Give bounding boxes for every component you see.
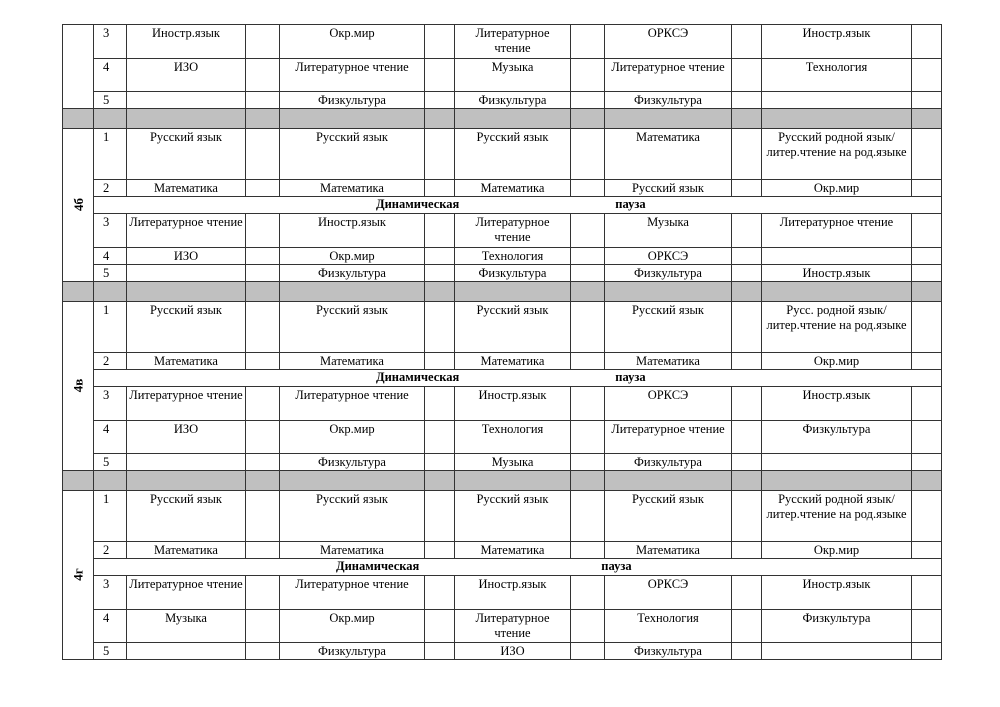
subject-cell: Физкультура — [605, 454, 732, 471]
lesson-number: 2 — [94, 542, 127, 559]
subject-cell — [127, 265, 246, 282]
room-cell — [571, 129, 605, 180]
room-cell — [571, 421, 605, 454]
subject-cell — [127, 643, 246, 660]
room-cell — [246, 610, 280, 643]
subject-cell: Русский родной язык/литер.чтение на род.языке — [762, 129, 912, 180]
room-cell — [571, 25, 605, 59]
subject-cell: ОРКСЭ — [605, 25, 732, 59]
room-cell — [912, 302, 942, 353]
lesson-row — [63, 610, 942, 643]
subject-cell: Русс. родной язык/литер.чтение на род.языке — [762, 302, 912, 353]
lesson-row — [63, 353, 942, 370]
lesson-row — [63, 265, 942, 282]
subject-cell: Иностр.язык — [280, 214, 425, 248]
room-cell — [912, 353, 942, 370]
lesson-row — [63, 542, 942, 559]
subject-cell: Математика — [127, 542, 246, 559]
subject-cell: Физкультура — [280, 643, 425, 660]
room-cell — [912, 454, 942, 471]
room-cell — [732, 248, 762, 265]
room-cell — [246, 643, 280, 660]
subject-cell: Иностр.язык — [762, 576, 912, 610]
room-cell — [912, 129, 942, 180]
class-label-cell — [63, 25, 94, 109]
schedule-table — [62, 24, 942, 660]
separator-cell — [127, 282, 246, 302]
subject-cell: Математика — [280, 353, 425, 370]
subject-cell: Литературное чтение — [280, 59, 425, 92]
subject-cell: Математика — [455, 542, 571, 559]
separator-cell — [63, 471, 94, 491]
room-cell — [732, 353, 762, 370]
room-cell — [571, 92, 605, 109]
subject-cell: Русский язык — [605, 302, 732, 353]
subject-cell: Русский язык — [455, 302, 571, 353]
subject-cell — [762, 454, 912, 471]
room-cell — [425, 59, 455, 92]
room-cell — [732, 129, 762, 180]
lesson-number: 2 — [94, 353, 127, 370]
room-cell — [732, 214, 762, 248]
subject-cell: Литературное чтение — [127, 576, 246, 610]
subject-cell: Математика — [280, 180, 425, 197]
separator-cell — [912, 109, 942, 129]
room-cell — [912, 92, 942, 109]
room-cell — [246, 576, 280, 610]
room-cell — [425, 92, 455, 109]
pause-word-1: Динамическая — [376, 370, 460, 384]
pause-cell — [94, 559, 942, 576]
subject-cell: Окр.мир — [762, 353, 912, 370]
room-cell — [246, 265, 280, 282]
subject-cell: Окр.мир — [280, 421, 425, 454]
separator-cell — [762, 282, 912, 302]
lesson-number: 5 — [94, 643, 127, 660]
room-cell — [425, 610, 455, 643]
subject-cell: Литературное чтение — [455, 610, 571, 643]
subject-cell: Литературное чтение — [455, 25, 571, 59]
lesson-row — [63, 214, 942, 248]
subject-cell: ИЗО — [455, 643, 571, 660]
separator-cell — [455, 282, 571, 302]
lesson-number: 1 — [94, 302, 127, 353]
subject-cell: Литературное чтение — [280, 576, 425, 610]
room-cell — [571, 248, 605, 265]
subject-cell: Физкультура — [605, 92, 732, 109]
subject-cell: Технология — [455, 421, 571, 454]
lesson-row — [63, 302, 942, 353]
class-label-cell — [63, 129, 94, 282]
subject-cell: Литературное чтение — [762, 214, 912, 248]
subject-cell: ОРКСЭ — [605, 248, 732, 265]
room-cell — [571, 576, 605, 610]
room-cell — [732, 421, 762, 454]
room-cell — [912, 59, 942, 92]
separator-cell — [732, 282, 762, 302]
room-cell — [732, 180, 762, 197]
room-cell — [425, 129, 455, 180]
lesson-number: 5 — [94, 92, 127, 109]
separator-cell — [732, 109, 762, 129]
room-cell — [732, 25, 762, 59]
subject-cell: Русский язык — [605, 491, 732, 542]
subject-cell: Литературное чтение — [127, 214, 246, 248]
room-cell — [732, 92, 762, 109]
separator-row — [63, 109, 942, 129]
room-cell — [571, 353, 605, 370]
separator-cell — [63, 282, 94, 302]
subject-cell: Математика — [127, 180, 246, 197]
room-cell — [732, 576, 762, 610]
subject-cell: Русский язык — [280, 302, 425, 353]
room-cell — [425, 454, 455, 471]
room-cell — [912, 180, 942, 197]
separator-cell — [94, 109, 127, 129]
separator-cell — [246, 282, 280, 302]
subject-cell: Физкультура — [455, 92, 571, 109]
separator-cell — [732, 471, 762, 491]
subject-cell: Иностр.язык — [762, 387, 912, 421]
room-cell — [246, 59, 280, 92]
lesson-row — [63, 387, 942, 421]
room-cell — [571, 491, 605, 542]
separator-cell — [94, 471, 127, 491]
room-cell — [246, 353, 280, 370]
separator-cell — [425, 109, 455, 129]
room-cell — [246, 454, 280, 471]
separator-cell — [912, 282, 942, 302]
lesson-row — [63, 248, 942, 265]
subject-cell — [762, 248, 912, 265]
room-cell — [425, 353, 455, 370]
class-label-cell — [63, 302, 94, 471]
room-cell — [425, 491, 455, 542]
room-cell — [425, 643, 455, 660]
room-cell — [246, 542, 280, 559]
separator-cell — [425, 282, 455, 302]
pause-cell — [94, 370, 942, 387]
subject-cell: Литературное чтение — [455, 214, 571, 248]
subject-cell: Физкультура — [605, 643, 732, 660]
separator-cell — [246, 471, 280, 491]
room-cell — [425, 542, 455, 559]
subject-cell: Физкультура — [762, 421, 912, 454]
separator-cell — [425, 471, 455, 491]
subject-cell: Русский язык — [455, 491, 571, 542]
room-cell — [732, 59, 762, 92]
separator-cell — [605, 282, 732, 302]
room-cell — [912, 491, 942, 542]
lesson-number: 4 — [94, 59, 127, 92]
room-cell — [571, 542, 605, 559]
lesson-number: 4 — [94, 610, 127, 643]
room-cell — [425, 387, 455, 421]
subject-cell — [762, 92, 912, 109]
separator-cell — [127, 109, 246, 129]
lesson-row — [63, 421, 942, 454]
room-cell — [425, 180, 455, 197]
subject-cell: Русский язык — [127, 129, 246, 180]
subject-cell: Иностр.язык — [127, 25, 246, 59]
subject-cell: Технология — [762, 59, 912, 92]
separator-cell — [127, 471, 246, 491]
room-cell — [732, 610, 762, 643]
subject-cell: Литературное чтение — [605, 59, 732, 92]
subject-cell: ИЗО — [127, 421, 246, 454]
subject-cell: Окр.мир — [280, 25, 425, 59]
room-cell — [912, 248, 942, 265]
room-cell — [571, 59, 605, 92]
subject-cell: Русский язык — [455, 129, 571, 180]
room-cell — [912, 265, 942, 282]
subject-cell: Литературное чтение — [127, 387, 246, 421]
lesson-number: 1 — [94, 491, 127, 542]
subject-cell: Литературное чтение — [280, 387, 425, 421]
lesson-row — [63, 129, 942, 180]
room-cell — [425, 576, 455, 610]
separator-cell — [94, 282, 127, 302]
subject-cell: Физкультура — [280, 454, 425, 471]
lesson-number: 4 — [94, 421, 127, 454]
room-cell — [732, 491, 762, 542]
subject-cell: Русский язык — [280, 129, 425, 180]
separator-cell — [280, 109, 425, 129]
room-cell — [571, 302, 605, 353]
room-cell — [571, 214, 605, 248]
lesson-number: 5 — [94, 265, 127, 282]
lesson-number: 5 — [94, 454, 127, 471]
subject-cell: Иностр.язык — [455, 576, 571, 610]
room-cell — [571, 265, 605, 282]
subject-cell: Математика — [455, 180, 571, 197]
subject-cell: Музыка — [605, 214, 732, 248]
subject-cell: Русский родной язык/литер.чтение на род.языке — [762, 491, 912, 542]
room-cell — [246, 92, 280, 109]
class-label: 4г — [70, 568, 86, 581]
pause-row — [63, 197, 942, 214]
room-cell — [912, 576, 942, 610]
room-cell — [732, 265, 762, 282]
pause-word-2: пауза — [601, 559, 632, 573]
separator-cell — [605, 109, 732, 129]
subject-cell: ОРКСЭ — [605, 387, 732, 421]
separator-cell — [912, 471, 942, 491]
subject-cell: Технология — [455, 248, 571, 265]
room-cell — [246, 491, 280, 542]
lesson-number: 3 — [94, 576, 127, 610]
lesson-number: 2 — [94, 180, 127, 197]
separator-cell — [571, 282, 605, 302]
subject-cell: Русский язык — [280, 491, 425, 542]
room-cell — [912, 25, 942, 59]
separator-cell — [571, 109, 605, 129]
subject-cell: Математика — [605, 129, 732, 180]
subject-cell: Русский язык — [127, 491, 246, 542]
subject-cell: Русский язык — [127, 302, 246, 353]
subject-cell: ИЗО — [127, 248, 246, 265]
room-cell — [732, 643, 762, 660]
lesson-number: 1 — [94, 129, 127, 180]
subject-cell: Математика — [605, 542, 732, 559]
subject-cell: Физкультура — [280, 92, 425, 109]
room-cell — [425, 265, 455, 282]
pause-word-2: пауза — [615, 370, 646, 384]
room-cell — [246, 248, 280, 265]
subject-cell: ИЗО — [127, 59, 246, 92]
room-cell — [246, 302, 280, 353]
subject-cell: Математика — [605, 353, 732, 370]
room-cell — [246, 180, 280, 197]
separator-row — [63, 282, 942, 302]
lesson-number: 3 — [94, 387, 127, 421]
subject-cell: Математика — [127, 353, 246, 370]
lesson-number: 3 — [94, 214, 127, 248]
subject-cell — [762, 643, 912, 660]
subject-cell: Физкультура — [455, 265, 571, 282]
room-cell — [425, 248, 455, 265]
room-cell — [732, 454, 762, 471]
room-cell — [425, 25, 455, 59]
lesson-row — [63, 576, 942, 610]
lesson-row — [63, 454, 942, 471]
separator-cell — [246, 109, 280, 129]
class-label-cell — [63, 491, 94, 660]
pause-row — [63, 370, 942, 387]
room-cell — [246, 421, 280, 454]
subject-cell: Иностр.язык — [762, 25, 912, 59]
lesson-row — [63, 92, 942, 109]
room-cell — [571, 180, 605, 197]
separator-cell — [455, 109, 571, 129]
lesson-row — [63, 643, 942, 660]
subject-cell: Математика — [280, 542, 425, 559]
class-label: 4б — [70, 198, 86, 211]
subject-cell: Иностр.язык — [455, 387, 571, 421]
room-cell — [912, 542, 942, 559]
subject-cell — [127, 92, 246, 109]
room-cell — [571, 610, 605, 643]
room-cell — [246, 25, 280, 59]
room-cell — [912, 214, 942, 248]
room-cell — [571, 387, 605, 421]
lesson-row — [63, 59, 942, 92]
room-cell — [912, 387, 942, 421]
lesson-number: 4 — [94, 248, 127, 265]
subject-cell: Окр.мир — [280, 610, 425, 643]
separator-cell — [455, 471, 571, 491]
room-cell — [732, 302, 762, 353]
subject-cell: Музыка — [455, 59, 571, 92]
lesson-row — [63, 25, 942, 59]
room-cell — [571, 454, 605, 471]
subject-cell: Музыка — [455, 454, 571, 471]
lesson-row — [63, 180, 942, 197]
lesson-row — [63, 491, 942, 542]
separator-cell — [63, 109, 94, 129]
room-cell — [425, 214, 455, 248]
separator-row — [63, 471, 942, 491]
subject-cell: Иностр.язык — [762, 265, 912, 282]
separator-cell — [605, 471, 732, 491]
room-cell — [246, 387, 280, 421]
room-cell — [732, 542, 762, 559]
subject-cell: Русский язык — [605, 180, 732, 197]
subject-cell: Окр.мир — [762, 542, 912, 559]
separator-cell — [280, 282, 425, 302]
separator-cell — [762, 471, 912, 491]
room-cell — [246, 129, 280, 180]
room-cell — [425, 302, 455, 353]
separator-cell — [280, 471, 425, 491]
separator-cell — [762, 109, 912, 129]
room-cell — [732, 387, 762, 421]
lesson-number: 3 — [94, 25, 127, 59]
pause-word-1: Динамическая — [376, 197, 460, 211]
subject-cell: Окр.мир — [762, 180, 912, 197]
pause-cell — [94, 197, 942, 214]
subject-cell: Физкультура — [605, 265, 732, 282]
subject-cell: Окр.мир — [280, 248, 425, 265]
pause-word-2: пауза — [615, 197, 646, 211]
subject-cell: Литературное чтение — [605, 421, 732, 454]
subject-cell: Технология — [605, 610, 732, 643]
subject-cell: ОРКСЭ — [605, 576, 732, 610]
class-label: 4в — [70, 378, 86, 393]
subject-cell: Физкультура — [280, 265, 425, 282]
room-cell — [912, 421, 942, 454]
subject-cell: Физкультура — [762, 610, 912, 643]
room-cell — [571, 643, 605, 660]
pause-row — [63, 559, 942, 576]
separator-cell — [571, 471, 605, 491]
pause-word-1: Динамическая — [336, 559, 420, 573]
subject-cell: Математика — [455, 353, 571, 370]
room-cell — [246, 214, 280, 248]
room-cell — [912, 643, 942, 660]
subject-cell — [127, 454, 246, 471]
subject-cell: Музыка — [127, 610, 246, 643]
room-cell — [425, 421, 455, 454]
room-cell — [912, 610, 942, 643]
